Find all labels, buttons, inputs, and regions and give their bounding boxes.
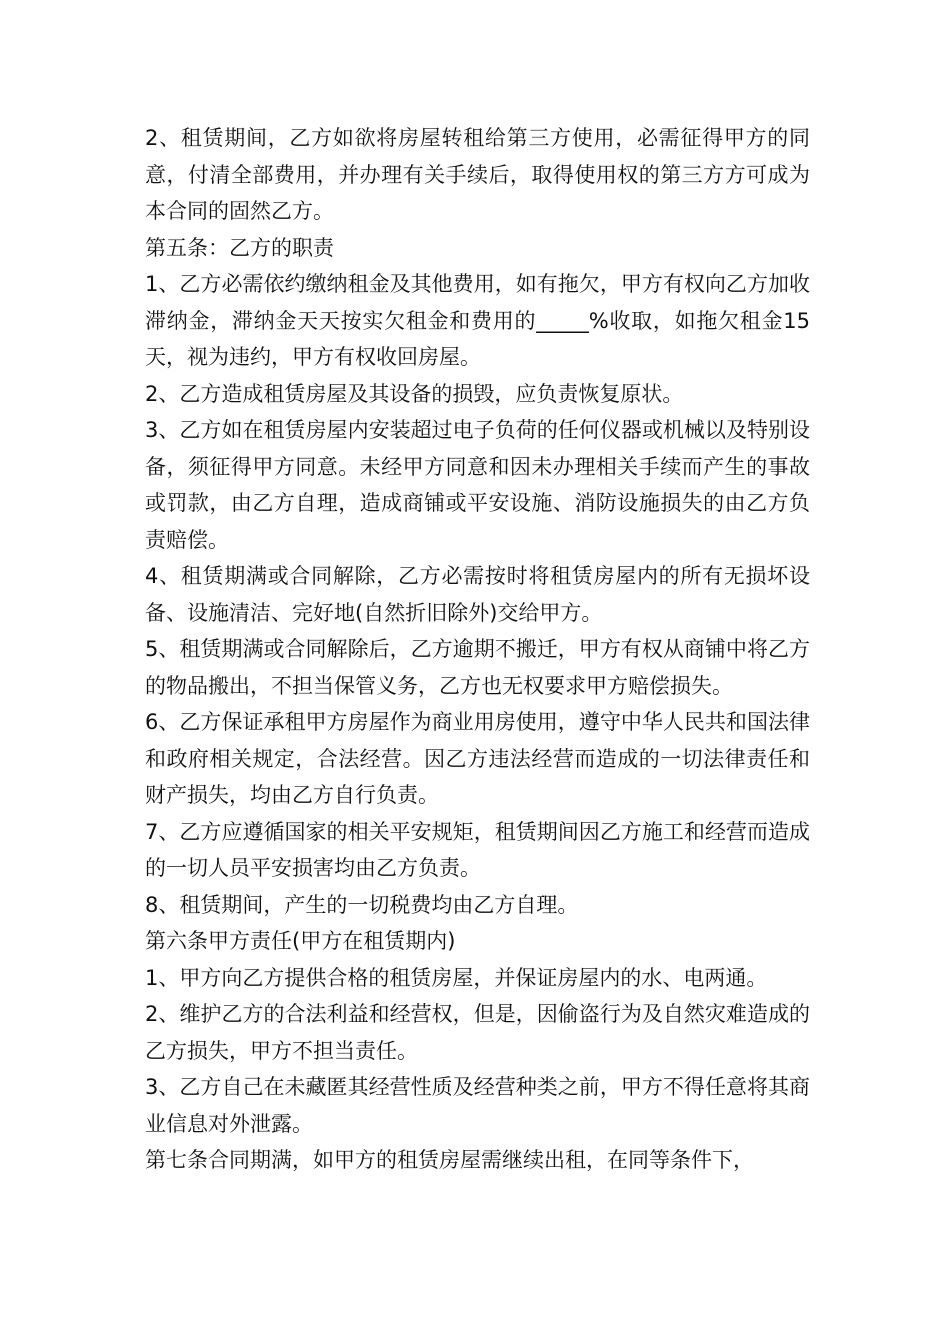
clause-5-item-4: 4、租赁期满或合同解除，乙方必需按时将租赁房屋内的所有无损坏设备、设施清洁、完好地(自然折旧除外)交给甲方。 [145, 564, 810, 625]
clause-6-item-1: 1、甲方向乙方提供合格的租赁房屋，并保证房屋内的水、电两通。 [145, 965, 768, 990]
clause-5-item-8: 8、租赁期间，产生的一切税费均由乙方自理。 [145, 892, 579, 917]
clause-4-item-2: 2、租赁期间，乙方如欲将房屋转租给第三方使用，必需征得甲方的同意，付清全部费用，并办理有关手续后，取得使用权的第三方方可成为本合同的固然乙方。 [145, 126, 810, 223]
clause-6-item-2: 2、维护乙方的合法利益和经营权，但是，因偷盗行为及自然灾难造成的乙方损失，甲方不担当责任。 [145, 1002, 810, 1063]
clause-5-item-7: 7、乙方应遵循国家的相关平安规矩，租赁期间因乙方施工和经营而造成的一切人员平安损害均由乙方负责。 [145, 819, 810, 880]
clause-5-item-2: 2、乙方造成租赁房屋及其设备的损毁，应负责恢复原状。 [145, 381, 684, 406]
clause-5-item-5: 5、租赁期满或合同解除后，乙方逾期不搬迁，甲方有权从商铺中将乙方的物品搬出，不担当保管义务，乙方也无权要求甲方赔偿损失。 [145, 637, 810, 698]
clause-5-item-3: 3、乙方如在租赁房屋内安装超过电子负荷的任何仪器或机械以及特别设备，须征得甲方同意。未经甲方同意和因未办理相关手续而产生的事故或罚款，由乙方自理，造成商铺或平安设施、消防设施损失的由乙方负责赔偿。 [145, 418, 810, 552]
article-6-heading: 第六条甲方责任(甲方在租赁期内) [145, 929, 456, 953]
clause-5-item-1: 1、乙方必需依约缴纳租金及其他费用，如有拖欠，甲方有权向乙方加收滞纳金，滞纳金天天按实欠租金和费用的_____%收取，如拖欠租金15天，视为违约，甲方有权收回房屋。 [145, 272, 810, 369]
article-5-heading: 第五条：乙方的职责 [145, 235, 334, 260]
article-7-heading: 第七条合同期满，如甲方的租赁房屋需继续出租，在同等条件下， [145, 1148, 754, 1172]
clause-5-item-6: 6、乙方保证承租甲方房屋作为商业用房使用，遵守中华人民共和国法律和政府相关规定，合法经营。因乙方违法经营而造成的一切法律责任和财产损失，均由乙方自行负责。 [145, 710, 810, 807]
clause-6-item-3: 3、乙方自己在未藏匿其经营性质及经营种类之前，甲方不得任意将其商业信息对外泄露。 [145, 1075, 810, 1136]
document-body [145, 120, 810, 1179]
